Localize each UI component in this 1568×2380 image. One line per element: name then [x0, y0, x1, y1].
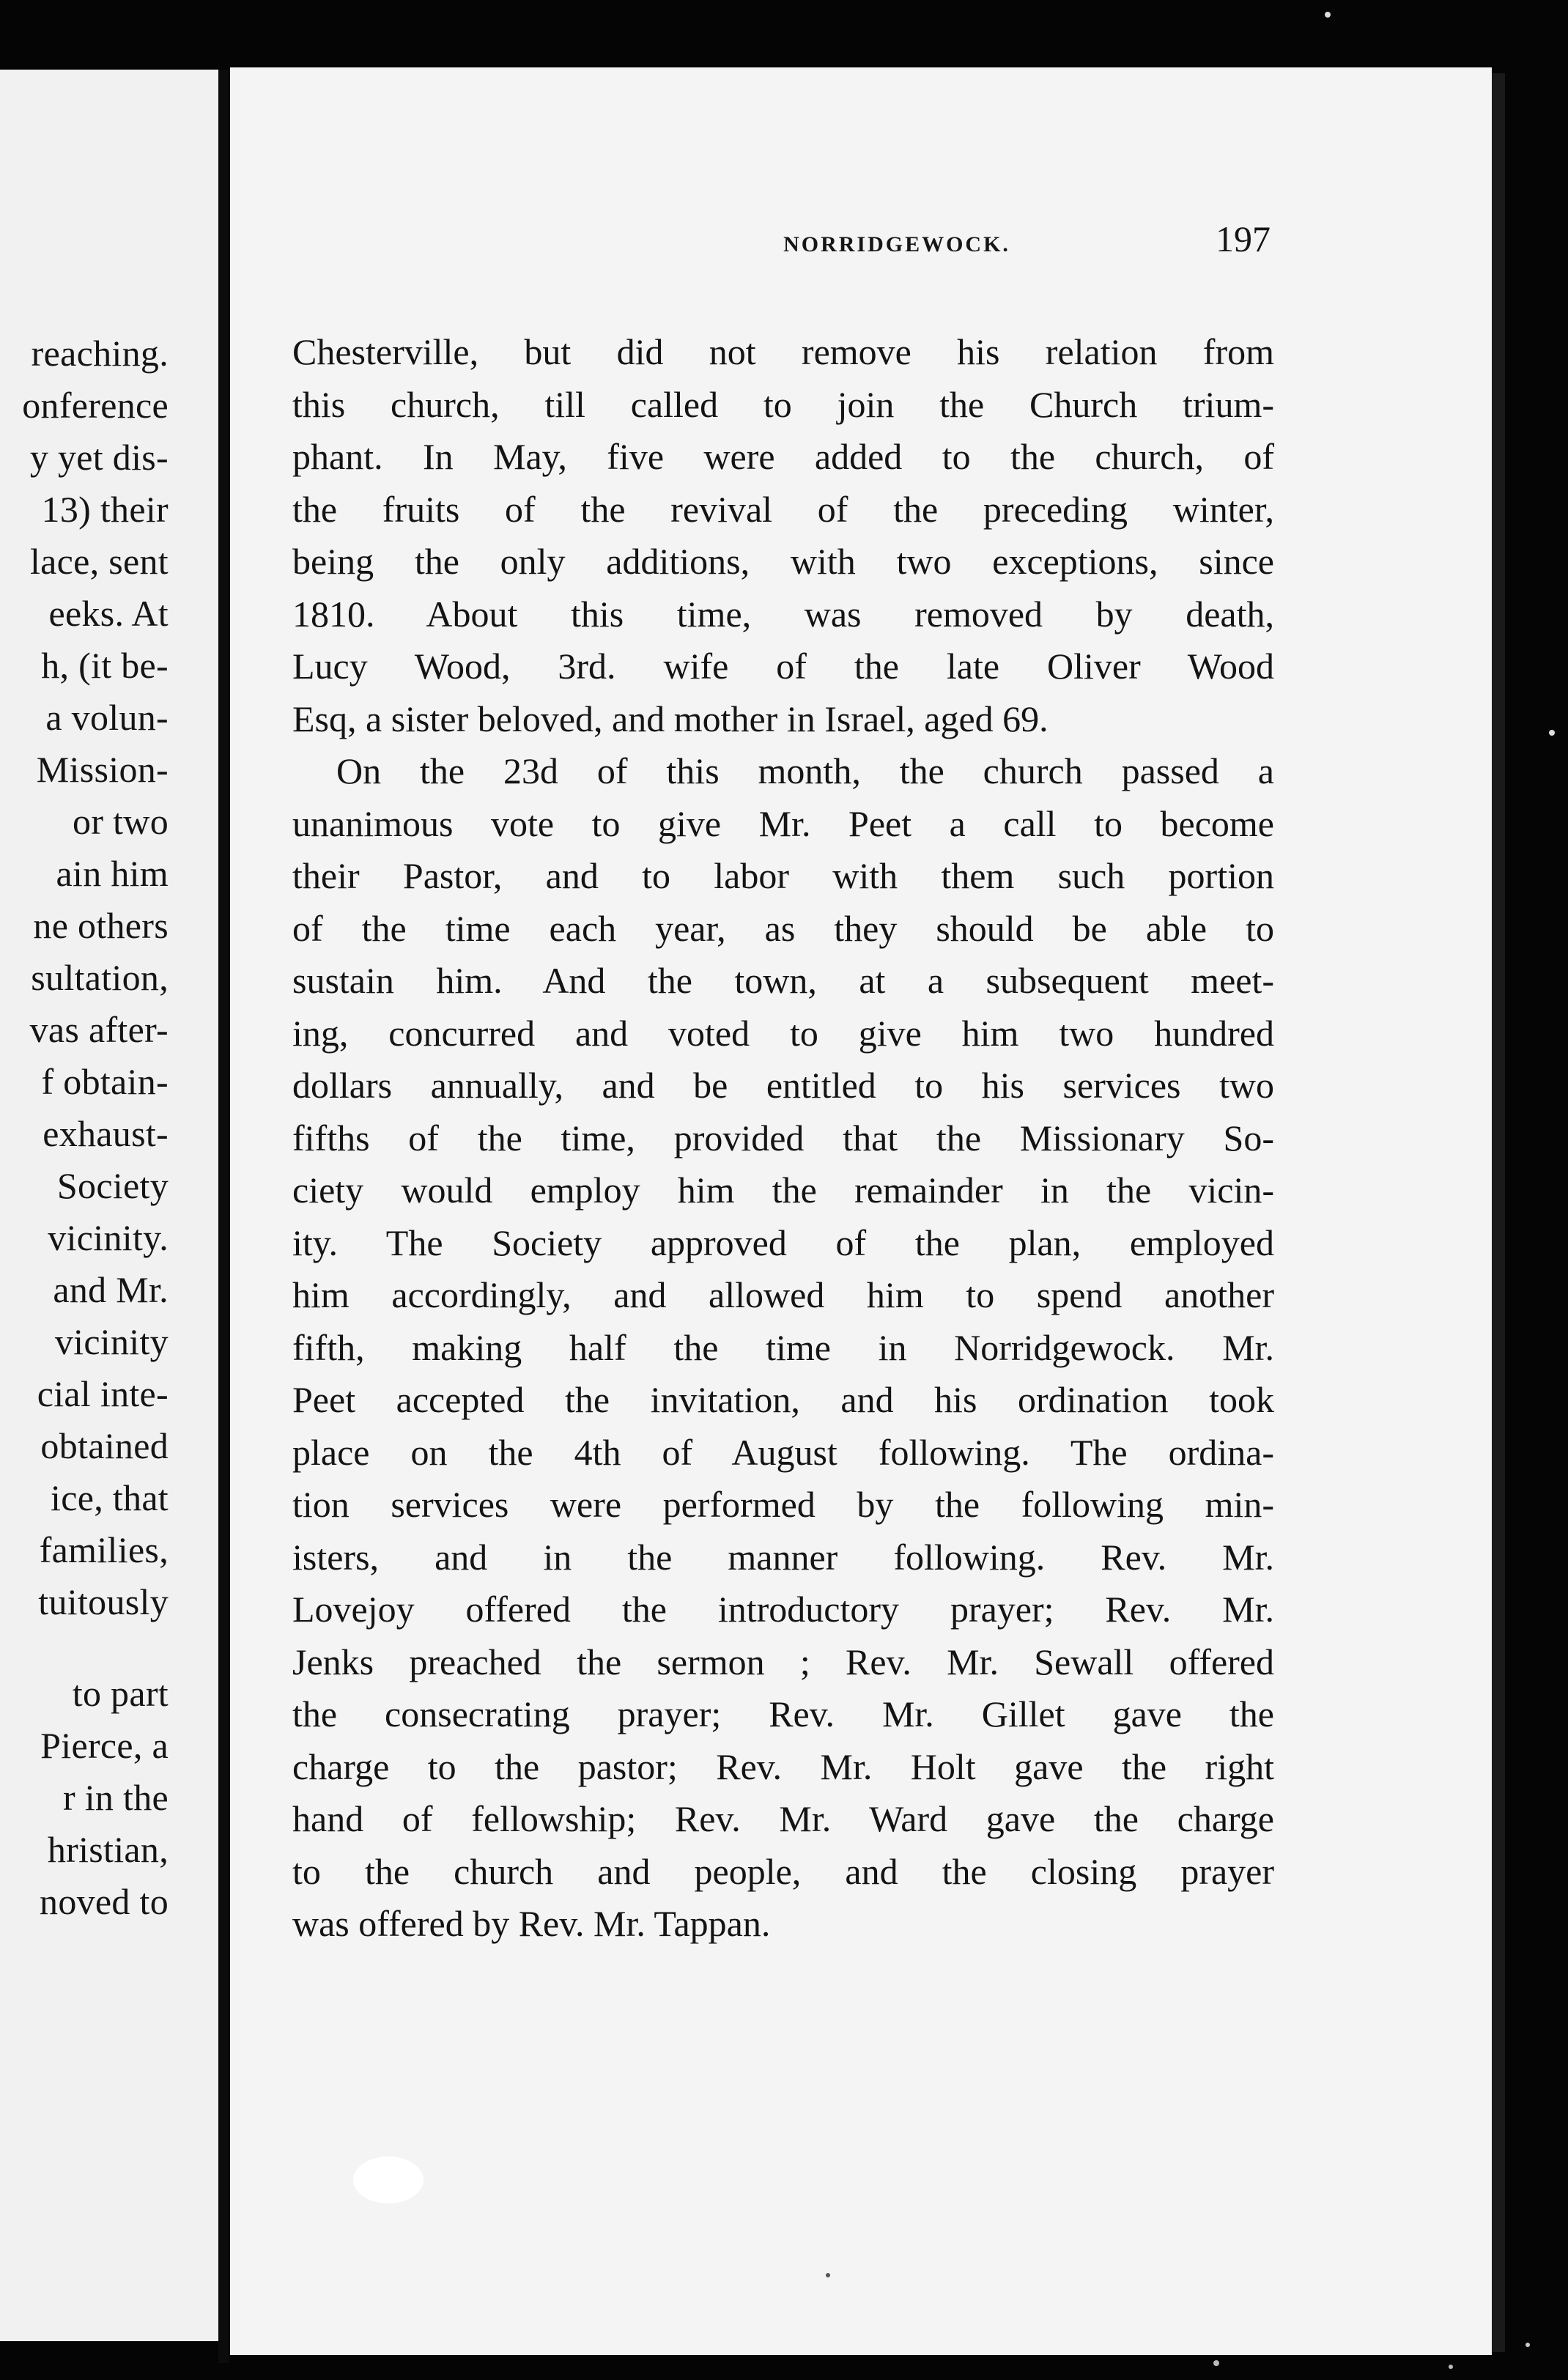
- left-line: a volun-: [45, 697, 169, 738]
- text-line: ciety would employ him the remainder in the vicin-: [292, 1169, 1274, 1211]
- left-page-fragment: [0, 70, 223, 2341]
- left-line: y yet dis-: [29, 437, 169, 478]
- left-line: Society: [56, 1165, 169, 1206]
- text-line: 1810. About this time, was removed by death,: [292, 593, 1274, 635]
- scan-speck: [1213, 2360, 1219, 2366]
- text-line: isters, and in the manner following. Rev. Mr.: [292, 1536, 1274, 1578]
- left-line: hristian,: [47, 1829, 169, 1870]
- text-line: On the 23d of this month, the church passed a: [336, 750, 1274, 791]
- text-line: fifths of the time, provided that the Missionary So-: [292, 1117, 1274, 1158]
- text-line: him accordingly, and allowed him to spend another: [292, 1274, 1274, 1315]
- text-line: their Pastor, and to labor with them such portion: [292, 855, 1274, 896]
- left-line: reaching.: [31, 333, 169, 374]
- text-line: tion services were performed by the following min-: [292, 1484, 1274, 1525]
- left-page-text: [0, 328, 169, 1928]
- left-line: vicinity.: [48, 1217, 169, 1258]
- left-line: lace, sent: [29, 541, 169, 582]
- scan-speck: [1549, 730, 1555, 736]
- text-line: Lovejoy offered the introductory prayer; Rev. Mr.: [292, 1589, 1274, 1630]
- right-page: [230, 67, 1492, 2355]
- left-line: to part: [72, 1673, 169, 1714]
- left-line: ne others: [33, 905, 169, 946]
- text-line: the consecrating prayer; Rev. Mr. Gillet gave the: [292, 1693, 1274, 1734]
- running-head: NORRIDGEWOCK.: [783, 232, 1010, 256]
- left-line: and Mr.: [53, 1269, 169, 1310]
- text-line: Jenks preached the sermon ; Rev. Mr. Sewall offered: [292, 1641, 1274, 1682]
- text-line: hand of fellowship; Rev. Mr. Ward gave the charge: [292, 1798, 1274, 1839]
- page-number: 197: [1216, 218, 1271, 259]
- text-line: Peet accepted the invitation, and his ordination took: [292, 1379, 1274, 1420]
- text-line: dollars annually, and be entitled to his services two: [292, 1065, 1274, 1106]
- text-line: the fruits of the revival of the preceding winter,: [292, 488, 1274, 530]
- scan-speck: [1325, 12, 1331, 18]
- text-line: to the church and people, and the closing prayer: [292, 1850, 1274, 1892]
- page-edge-shadow: [1492, 73, 1505, 2352]
- text-line: Chesterville, but did not remove his relation from: [292, 331, 1274, 372]
- text-line: being the only additions, with two exceptions, since: [292, 541, 1274, 582]
- body-text: [292, 326, 1274, 1951]
- text-line: ity. The Society approved of the plan, employed: [292, 1222, 1274, 1263]
- left-line: families,: [39, 1529, 169, 1570]
- text-line: this church, till called to join the Church trium-: [292, 383, 1274, 425]
- left-line: f obtain-: [41, 1061, 169, 1102]
- text-line: charge to the pastor; Rev. Mr. Holt gave the right: [292, 1745, 1274, 1787]
- left-line: 13) their: [41, 489, 169, 530]
- text-line: unanimous vote to give Mr. Peet a call to become: [292, 802, 1274, 844]
- left-line: noved to: [40, 1881, 169, 1922]
- left-line: r in the: [62, 1777, 169, 1818]
- left-line: Mission-: [36, 749, 169, 790]
- left-line: ain him: [56, 853, 169, 894]
- left-line: vicinity: [54, 1321, 169, 1362]
- text-line: ing, concurred and voted to give him two hundred: [292, 1012, 1274, 1054]
- left-line: sultation,: [31, 957, 169, 998]
- left-line: cial inte-: [37, 1373, 169, 1414]
- text-line: was offered by Rev. Mr. Tappan.: [292, 1903, 771, 1944]
- text-line: Esq, a sister beloved, and mother in Israel, aged 69.: [292, 698, 1049, 739]
- text-line: Lucy Wood, 3rd. wife of the late Oliver Wood: [292, 646, 1274, 687]
- left-line: ice, that: [51, 1477, 169, 1518]
- left-line: vas after-: [29, 1009, 169, 1050]
- left-line: tuitously: [38, 1581, 169, 1622]
- text-line: fifth, making half the time in Norridgewock. Mr.: [292, 1326, 1274, 1368]
- left-line: exhaust-: [42, 1113, 169, 1154]
- left-line: Pierce, a: [40, 1725, 169, 1766]
- scan-speck: [1526, 2343, 1530, 2347]
- paragraph-gap: [0, 1628, 169, 1668]
- text-line: place on the 4th of August following. The ordina-: [292, 1431, 1274, 1473]
- left-line: onference: [22, 385, 169, 426]
- text-line: sustain him. And the town, at a subsequent meet-: [292, 960, 1274, 1001]
- left-line: eeks. At: [48, 593, 169, 634]
- left-line: obtained: [40, 1425, 169, 1466]
- book-gutter: [218, 70, 229, 2363]
- text-line: phant. In May, five were added to the church, of: [292, 436, 1274, 477]
- scan-speck: [1449, 2365, 1453, 2369]
- left-line: or two: [73, 801, 169, 842]
- left-line: h, (it be-: [41, 645, 169, 686]
- text-line: of the time each year, as they should be able to: [292, 907, 1274, 949]
